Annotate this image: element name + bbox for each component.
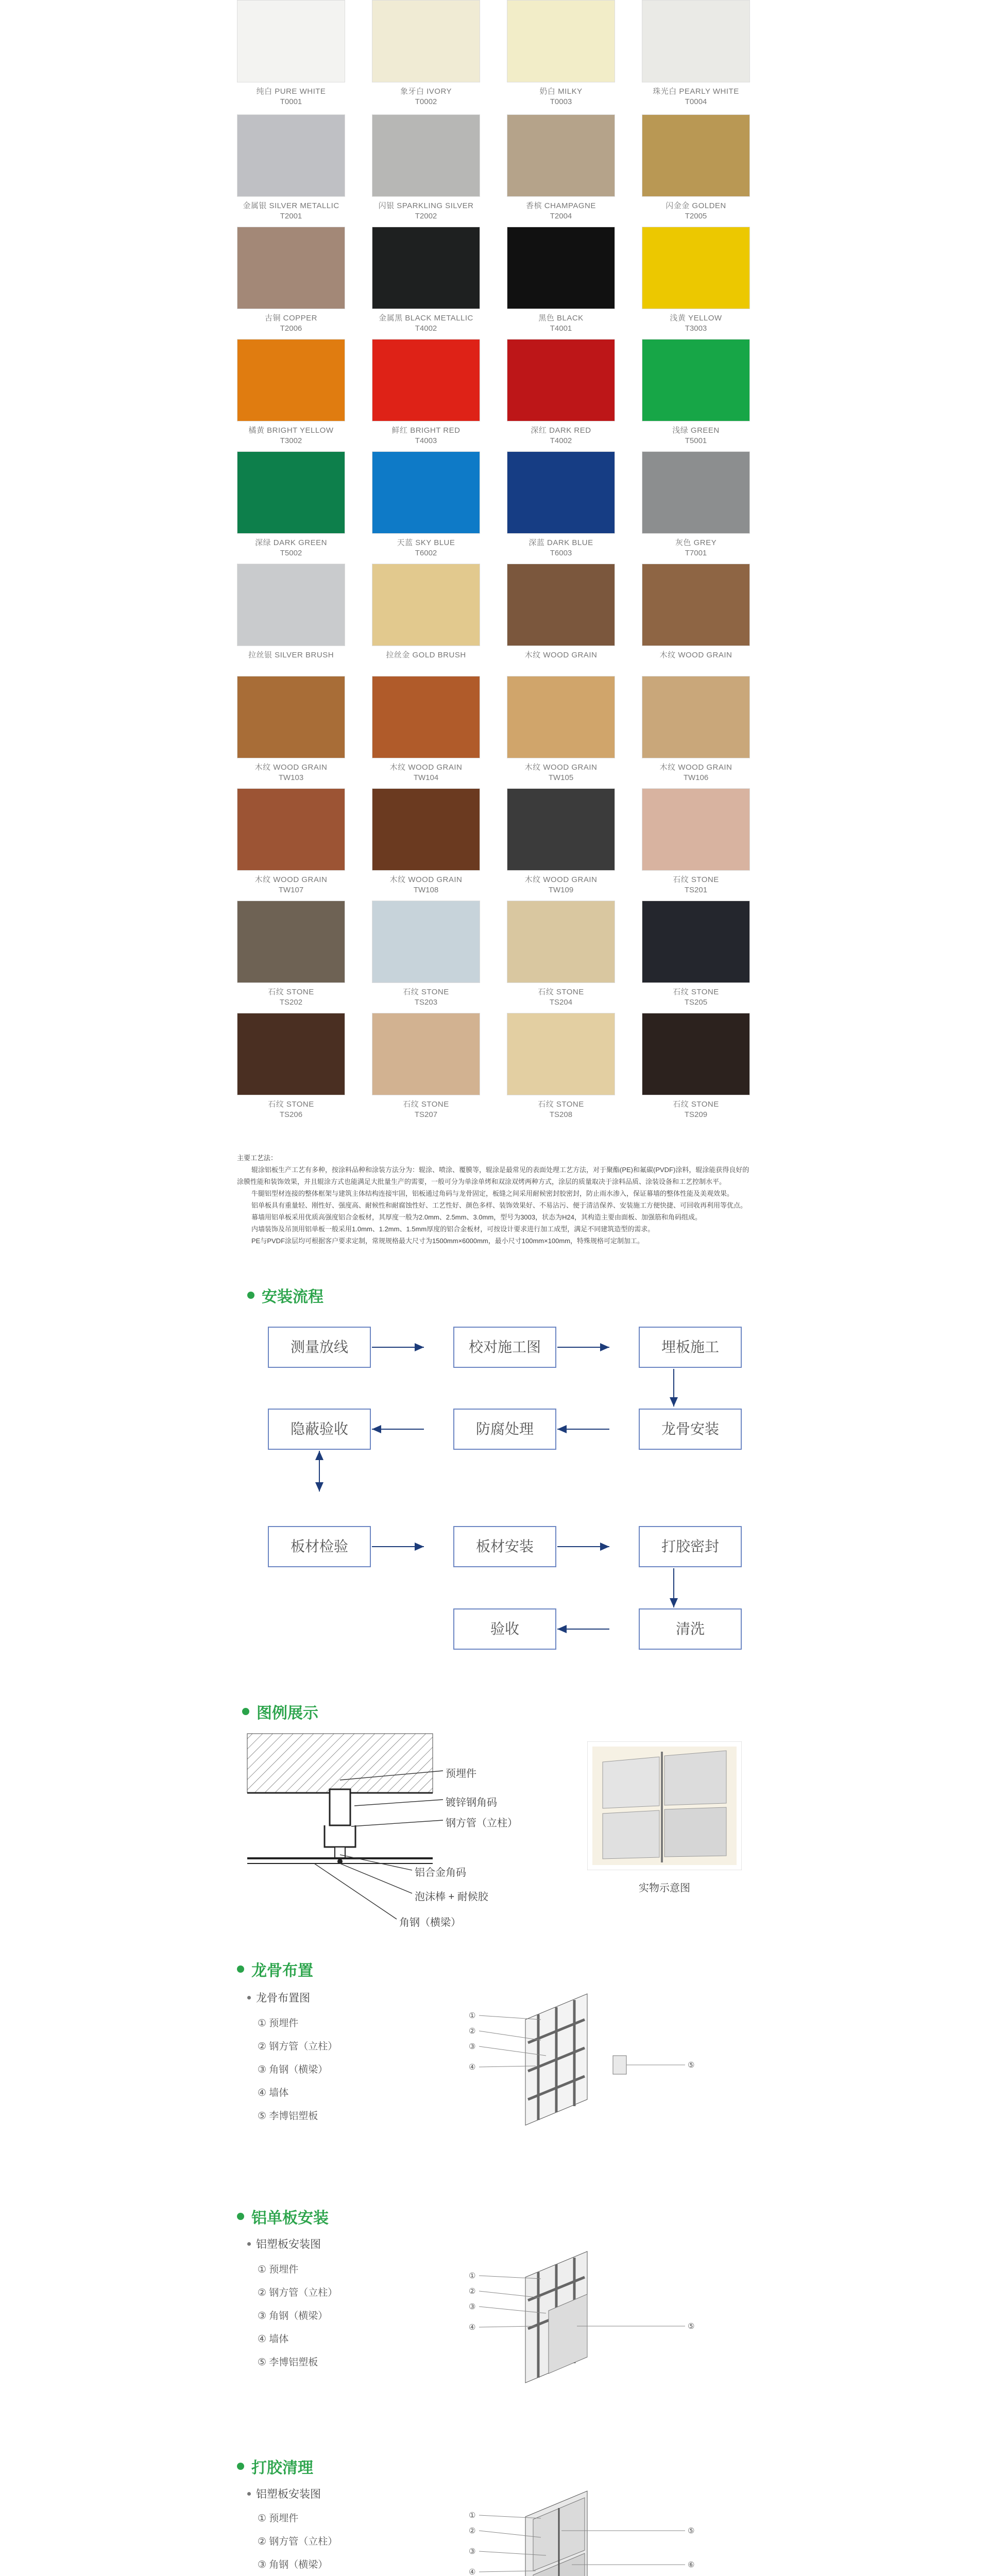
bullet-icon: [247, 2492, 251, 2496]
swatch-chip: [507, 564, 615, 646]
swatch-code: TS204: [549, 998, 573, 1007]
swatch-code: T6003: [550, 549, 572, 557]
swatch-chip: [642, 1013, 750, 1095]
color-swatch: [642, 114, 750, 221]
swatch-name: 石纹 STONE: [403, 988, 449, 996]
color-swatch: [507, 227, 615, 333]
swatch-chip: [372, 0, 480, 82]
swatch-name: 木纹 WOOD GRAIN: [659, 651, 732, 659]
swatch-chip: [507, 451, 615, 534]
color-swatch: [507, 788, 615, 894]
description-title: 主要工艺法：: [237, 1154, 278, 1162]
swatch-chip: [642, 0, 750, 82]
svg-text:②: ②: [469, 2527, 476, 2535]
label-embed-part: 预埋件: [446, 1768, 476, 1780]
swatch-chip: [237, 339, 345, 421]
swatch-chip: [237, 227, 345, 309]
swatch-name: 深绿 DARK GREEN: [255, 538, 327, 547]
swatch-chip: [372, 901, 480, 983]
swatch-name: 闪金金 GOLDEN: [666, 201, 726, 210]
svg-text:①: ①: [469, 2272, 476, 2280]
swatch-chip: [372, 564, 480, 646]
label-galv-angle: 镀锌钢角码: [446, 1797, 497, 1808]
swatch-chip: [372, 451, 480, 534]
swatch-code: T5002: [280, 549, 302, 557]
page: [227, 0, 762, 2576]
swatch-name: 木纹 WOOD GRAIN: [524, 651, 598, 659]
color-swatch: [642, 339, 750, 445]
swatch-chip: [237, 0, 345, 82]
swatch-row: [237, 562, 752, 674]
swatch-name: 深蓝 DARK BLUE: [528, 538, 593, 547]
flow-step-cleaning: 清洗: [639, 1608, 742, 1650]
subtitle-text: 铝塑板安装图: [256, 2239, 321, 2250]
swatch-chip: [507, 339, 615, 421]
swatch-name: 香槟 CHAMPAGNE: [526, 201, 596, 210]
swatch-name: 珠光白 PEARLY WHITE: [653, 87, 739, 96]
seal-section-title: [237, 2455, 313, 2478]
flow-step-anticorrosion: 防腐处理: [453, 1409, 556, 1450]
swatch-chip: [507, 0, 615, 82]
color-swatch: [507, 451, 615, 557]
label-steel-beam: 角钢（横梁）: [399, 1917, 461, 1928]
swatch-name: 石纹 STONE: [673, 1100, 719, 1109]
description-paragraph: 牛腿铝型材连接的整体框架与建筑主体结构连接牢固，铝板通过角码与龙骨固定，板缝之间采用耐候密封胶密封，防止雨水渗入，保证幕墙的整体性能及美观效果。: [251, 1190, 734, 1197]
color-swatch: [237, 676, 345, 782]
section-title-text: 打胶清理: [251, 2460, 313, 2477]
label-foam-sealant: 泡沫棒 + 耐候胶: [415, 1891, 488, 1903]
swatch-chip: [642, 901, 750, 983]
photo-caption: 实物示意图: [639, 1883, 690, 1894]
bullet-icon: [247, 2242, 251, 2246]
svg-text:②: ②: [469, 2287, 476, 2296]
color-swatch: [642, 0, 750, 106]
color-swatch: [237, 0, 345, 106]
keel-section-title: [237, 1958, 313, 1980]
description-paragraph: 内墙装饰及吊顶用铝单板一般采用1.0mm、1.2mm、1.5mm厚度的铝合金板材，可按设计要求进行加工成型，满足不同建筑造型的需求。: [251, 1225, 655, 1233]
bullet-dot-icon: [242, 1708, 249, 1715]
seal-item: ① 预埋件: [258, 2513, 299, 2524]
swatch-code: T3002: [280, 436, 302, 445]
color-swatch: [642, 788, 750, 894]
svg-text:④: ④: [469, 2323, 476, 2332]
color-swatch: [237, 564, 345, 661]
description-paragraph: 辊涂铝板生产工艺有多种，按涂料品种和涂装方法分为：辊涂、喷涂、覆膜等，辊涂是最常见的表面处理工艺方法，对于聚酯(PE)和氟碳(PVDF)涂料，辊涂能获得良好的涂膜性能和装饰效果，并且辊涂方式也能满足大批量生产的需要，一般可分为单涂单烤和双涂双烤两种方式，涂层的质量取决于涂料品质、涂装设备和工艺控制水平。: [237, 1166, 749, 1185]
photo-illustration: [587, 1741, 742, 1870]
keel-subtitle: [247, 1990, 310, 2005]
swatch-code: T0002: [415, 97, 437, 106]
swatch-name: 木纹 WOOD GRAIN: [524, 875, 598, 884]
swatch-row: [237, 0, 752, 112]
swatch-chip: [237, 901, 345, 983]
svg-text:⑤: ⑤: [688, 2527, 695, 2535]
color-swatch: [237, 451, 345, 557]
swatch-name: 拉丝银 SILVER BRUSH: [248, 651, 334, 659]
flow-step-panel-inspection: 板材检验: [268, 1526, 371, 1567]
color-swatch: [642, 676, 750, 782]
color-swatch: [372, 901, 480, 1007]
description-paragraph: 幕墙用铝单板采用优质高强度铝合金板材，其厚度一般为2.0mm、2.5mm、3.0mm，型号为3003，状态为H24，其构造主要由面板、加强筋和角码组成。: [251, 1213, 702, 1221]
color-swatch: [372, 227, 480, 333]
color-swatch: [372, 676, 480, 782]
swatch-name: 灰色 GREY: [675, 538, 717, 547]
swatch-code: T6002: [415, 549, 437, 557]
swatch-name: 木纹 WOOD GRAIN: [659, 763, 732, 772]
swatch-name: 纯白 PURE WHITE: [256, 87, 326, 96]
panel-section-title: [237, 2205, 329, 2228]
flow-step-keel: 龙骨安装: [639, 1409, 742, 1450]
svg-text:③: ③: [469, 2302, 476, 2311]
panel-item: ① 预埋件: [258, 2264, 299, 2275]
subtitle-text: 龙骨布置图: [256, 1992, 310, 2004]
swatch-name: 石纹 STONE: [268, 1100, 314, 1109]
color-swatch: [372, 1013, 480, 1119]
flow-step-hidden-inspection: 隐蔽验收: [268, 1409, 371, 1450]
section-title-text: 龙骨布置: [251, 1962, 313, 1979]
keel-item: ⑤ 李博铝塑板: [258, 2111, 318, 2122]
swatch-code: TW108: [413, 886, 439, 894]
swatch-row: [237, 674, 752, 786]
color-swatch: [372, 339, 480, 445]
svg-text:④: ④: [469, 2063, 476, 2072]
panel-drawing: [458, 2249, 706, 2393]
color-swatch: [372, 788, 480, 894]
color-swatch: [507, 676, 615, 782]
bullet-dot-icon: [247, 1292, 254, 1299]
keel-drawing: [458, 1989, 706, 2133]
swatch-row: [237, 786, 752, 899]
swatch-row: [237, 225, 752, 337]
flow-step-embed: 埋板施工: [639, 1327, 742, 1368]
color-swatch: [237, 788, 345, 894]
swatch-row: [237, 337, 752, 449]
swatch-row: [237, 899, 752, 1011]
swatch-row: [237, 112, 752, 225]
bullet-dot-icon: [237, 2463, 244, 2470]
swatch-code: T2006: [280, 324, 302, 333]
svg-text:⑥: ⑥: [688, 2561, 695, 2569]
swatch-name: 木纹 WOOD GRAIN: [389, 763, 463, 772]
swatch-chip: [507, 676, 615, 758]
swatch-code: TS208: [549, 1110, 573, 1119]
swatch-chip: [372, 788, 480, 871]
flow-step-sealing: 打胶密封: [639, 1526, 742, 1567]
swatch-chip: [372, 676, 480, 758]
swatch-chip: [237, 114, 345, 197]
panel-item: ② 钢方管（立柱）: [258, 2287, 338, 2298]
color-swatch: [642, 564, 750, 661]
label-steel-column: 钢方管（立柱）: [446, 1818, 518, 1829]
swatch-name: 金属银 SILVER METALLIC: [243, 201, 339, 210]
swatch-name: 石纹 STONE: [673, 988, 719, 996]
swatch-chip: [642, 564, 750, 646]
panel-subtitle: [247, 2236, 321, 2251]
swatch-code: TW107: [278, 886, 304, 894]
color-swatch: [507, 564, 615, 661]
seal-subtitle: [247, 2486, 321, 2501]
label-alu-angle: 铝合金角码: [415, 1867, 466, 1878]
swatch-name: 深红 DARK RED: [531, 426, 591, 435]
color-swatch: [642, 1013, 750, 1119]
swatch-name: 象牙白 IVORY: [400, 87, 452, 96]
swatch-chip: [642, 114, 750, 197]
swatch-name: 古铜 COPPER: [264, 314, 317, 323]
swatch-code: T4002: [415, 324, 437, 333]
svg-text:③: ③: [469, 2042, 476, 2051]
swatch-chip: [507, 114, 615, 197]
swatch-name: 奶白 MILKY: [539, 87, 583, 96]
swatch-code: T4001: [550, 324, 572, 333]
color-swatch: [237, 114, 345, 221]
swatch-name: 木纹 WOOD GRAIN: [254, 763, 328, 772]
swatch-name: 拉丝金 GOLD BRUSH: [386, 651, 466, 659]
swatch-name: 黑色 BLACK: [538, 314, 584, 323]
install-flow-arrows: [227, 1309, 762, 1721]
swatch-name: 木纹 WOOD GRAIN: [254, 875, 328, 884]
subtitle-text: 铝塑板安装图: [256, 2488, 321, 2500]
swatch-code: T0004: [685, 97, 707, 106]
color-swatch: [507, 901, 615, 1007]
color-swatch: [237, 901, 345, 1007]
swatch-chip: [507, 1013, 615, 1095]
swatch-code: TW105: [548, 773, 574, 782]
swatch-chip: [237, 564, 345, 646]
swatch-code: T4002: [550, 436, 572, 445]
swatch-code: T4003: [415, 436, 437, 445]
color-swatch-grid: [237, 0, 752, 1123]
swatch-name: 闪银 SPARKLING SILVER: [378, 201, 474, 210]
swatch-name: 石纹 STONE: [268, 988, 314, 996]
swatch-chip: [507, 227, 615, 309]
swatch-name: 浅绿 GREEN: [672, 426, 720, 435]
flow-step-check-drawings: 校对施工图: [453, 1327, 556, 1368]
color-swatch: [507, 0, 615, 106]
swatch-code: TS209: [684, 1110, 708, 1119]
swatch-name: 石纹 STONE: [673, 875, 719, 884]
diagram-section-title: [242, 1700, 318, 1723]
color-swatch: [642, 227, 750, 333]
swatch-name: 木纹 WOOD GRAIN: [524, 763, 598, 772]
swatch-name: 金属黑 BLACK METALLIC: [379, 314, 473, 323]
swatch-name: 天蓝 SKY BLUE: [397, 538, 455, 547]
swatch-chip: [507, 788, 615, 871]
panel-item: ④ 墙体: [258, 2334, 289, 2345]
bullet-icon: [247, 1996, 251, 1999]
swatch-code: T2002: [415, 212, 437, 221]
flow-step-acceptance: 验收: [453, 1608, 556, 1650]
section-title-text: 铝单板安装: [251, 2210, 329, 2227]
swatch-code: T7001: [685, 549, 707, 557]
swatch-code: T2004: [550, 212, 572, 221]
swatch-chip: [372, 339, 480, 421]
swatch-row: [237, 1011, 752, 1123]
swatch-name: 橘黄 BRIGHT YELLOW: [248, 426, 334, 435]
swatch-name: 浅黄 YELLOW: [670, 314, 722, 323]
swatch-chip: [237, 788, 345, 871]
swatch-code: TS203: [414, 998, 438, 1007]
color-swatch: [372, 564, 480, 661]
swatch-code: TW109: [548, 886, 574, 894]
swatch-chip: [372, 227, 480, 309]
swatch-chip: [372, 114, 480, 197]
color-swatch: [372, 451, 480, 557]
swatch-code: T2005: [685, 212, 707, 221]
swatch-name: 木纹 WOOD GRAIN: [389, 875, 463, 884]
swatch-code: TS207: [414, 1110, 438, 1119]
swatch-name: 石纹 STONE: [538, 988, 584, 996]
svg-text:⑤: ⑤: [688, 2061, 695, 2070]
swatch-code: TW106: [683, 773, 709, 782]
swatch-chip: [642, 339, 750, 421]
swatch-code: T3003: [685, 324, 707, 333]
swatch-name: 鲜红 BRIGHT RED: [391, 426, 461, 435]
swatch-code: T0001: [280, 97, 302, 106]
section-title-text: 安装流程: [262, 1289, 323, 1306]
keel-item: ④ 墙体: [258, 2088, 289, 2098]
color-swatch: [372, 0, 480, 106]
panel-item: ③ 角钢（横梁）: [258, 2311, 328, 2321]
swatch-code: TW104: [413, 773, 439, 782]
swatch-code: TS206: [279, 1110, 303, 1119]
keel-item: ① 预埋件: [258, 2018, 299, 2029]
description-paragraph: PE与PVDF涂层均可根据客户要求定制，常规规格最大尺寸为1500mm×6000mm，最小尺寸100mm×100mm，特殊规格可定制加工。: [251, 1237, 644, 1245]
svg-text:①: ①: [469, 2511, 476, 2520]
panel-item: ⑤ 李博铝塑板: [258, 2357, 318, 2368]
bullet-dot-icon: [237, 2213, 244, 2220]
install-section-title: [247, 1284, 323, 1307]
flow-step-survey: 测量放线: [268, 1327, 371, 1368]
swatch-chip: [642, 788, 750, 871]
swatch-chip: [642, 451, 750, 534]
color-swatch: [237, 227, 345, 333]
swatch-code: TS202: [279, 998, 303, 1007]
swatch-code: T5001: [685, 436, 707, 445]
swatch-chip: [237, 1013, 345, 1095]
swatch-code: TS201: [684, 886, 708, 894]
seal-item: ② 钢方管（立柱）: [258, 2536, 338, 2547]
color-swatch: [507, 114, 615, 221]
color-swatch: [237, 1013, 345, 1119]
color-swatch: [237, 339, 345, 445]
svg-text:②: ②: [469, 2027, 476, 2036]
swatch-code: T0003: [550, 97, 572, 106]
section-title-text: 图例展示: [257, 1705, 318, 1722]
swatch-chip: [642, 676, 750, 758]
keel-item: ③ 角钢（横梁）: [258, 2064, 328, 2075]
swatch-chip: [237, 451, 345, 534]
seal-item: ③ 角钢（横梁）: [258, 2560, 328, 2570]
swatch-chip: [507, 901, 615, 983]
keel-item: ② 钢方管（立柱）: [258, 2041, 338, 2052]
swatch-chip: [642, 227, 750, 309]
svg-text:①: ①: [469, 2011, 476, 2020]
color-swatch: [507, 339, 615, 445]
process-description: [237, 1152, 752, 1247]
bullet-dot-icon: [237, 1965, 244, 1973]
swatch-code: TS205: [684, 998, 708, 1007]
swatch-chip: [372, 1013, 480, 1095]
color-swatch: [642, 901, 750, 1007]
color-swatch: [507, 1013, 615, 1119]
svg-text:⑤: ⑤: [688, 2322, 695, 2331]
color-swatch: [372, 114, 480, 221]
svg-text:④: ④: [469, 2568, 476, 2576]
swatch-code: T2001: [280, 212, 302, 221]
swatch-name: 石纹 STONE: [538, 1100, 584, 1109]
svg-text:③: ③: [469, 2547, 476, 2556]
color-swatch: [642, 451, 750, 557]
swatch-name: 石纹 STONE: [403, 1100, 449, 1109]
swatch-code: TW103: [278, 773, 304, 782]
seal-drawing: [458, 2488, 706, 2576]
flow-step-panel-install: 板材安装: [453, 1526, 556, 1567]
swatch-chip: [237, 676, 345, 758]
swatch-row: [237, 449, 752, 562]
description-paragraph: 铝单板具有重量轻、刚性好、强度高、耐候性和耐腐蚀性好、工艺性好、颜色多样、装饰效果好、不易沾污、便于清洁保养、安装施工方便快捷、可回收再利用等优点。: [251, 1201, 747, 1209]
